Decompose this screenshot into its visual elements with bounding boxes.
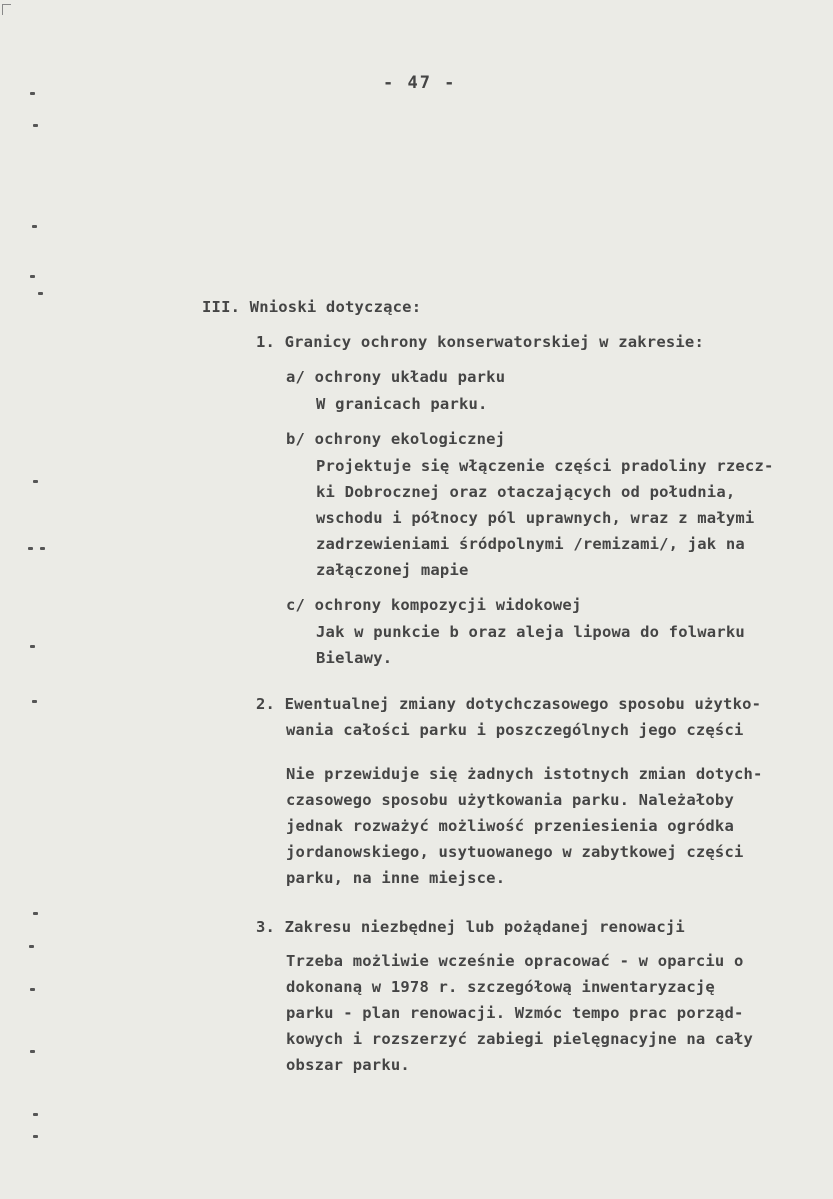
point-3-body-line: kowych i rozszerzyć zabiegi pielęgnacyjne na cały [286,1030,754,1048]
margin-mark [32,700,37,703]
point-2-body-line: parku, na inne miejsce. [286,869,506,887]
point-3-body-line: dokonaną w 1978 r. szczegółową inwentaryzację [286,978,715,996]
section-heading: III. Wnioski dotyczące: [202,298,422,316]
point-2-body-line: czasowego sposobu użytkowania parku. Należałoby [286,791,734,809]
point-3-title: 3. Zakresu niezbędnej lub pożądanej renowacji [256,918,685,936]
margin-mark [33,912,38,915]
margin-mark [33,124,38,127]
page-number: - 47 - [383,73,457,93]
margin-mark [28,547,33,550]
margin-mark [30,1050,35,1053]
subpoint-b-body-line: wschodu i północy pól uprawnych, wraz z małymi [316,509,755,527]
margin-mark [32,225,37,228]
subpoint-c-body-line: Jak w punkcie b oraz aleja lipowa do folwarku [316,623,745,641]
subpoint-b-body-line: załączonej mapie [316,561,469,579]
margin-mark [38,292,43,295]
margin-mark [30,92,35,95]
subpoint-b-title: b/ ochrony ekologicznej [286,430,506,448]
margin-mark [30,645,35,648]
margin-mark [33,480,38,483]
margin-mark [29,945,34,948]
point-3-body-line: obszar parku. [286,1056,410,1074]
subpoint-a-body: W granicach parku. [316,395,488,413]
subpoint-c-body-line: Bielawy. [316,649,393,667]
point-2-title-line: 2. Ewentualnej zmiany dotychczasowego sposobu użytko- [256,695,762,713]
margin-mark [40,547,45,550]
margin-mark [33,1113,38,1116]
point-2-body-line: jednak rozważyć możliwość przeniesienia ogródka [286,817,734,835]
subpoint-b-body-line: zadrzewieniami śródpolnymi /remizami/, jak na [316,535,745,553]
subpoint-b-body-line: ki Dobrocznej oraz otaczających od południa, [316,483,736,501]
subpoint-a-title: a/ ochrony układu parku [286,368,506,386]
point-2-body-line: jordanowskiego, usytuowanego w zabytkowej części [286,843,744,861]
subpoint-c-title: c/ ochrony kompozycji widokowej [286,596,582,614]
point-3-body-line: Trzeba możliwie wcześnie opracować - w oparciu o [286,952,744,970]
point-2-body-line: Nie przewiduje się żadnych istotnych zmian dotych- [286,765,763,783]
margin-mark [30,988,35,991]
point-2-title-line: wania całości parku i poszczególnych jego części [286,721,744,739]
scan-corner-mark [2,4,11,15]
margin-mark [30,275,35,278]
point-3-body-line: parku - plan renowacji. Wzmóc tempo prac porząd- [286,1004,744,1022]
subpoint-b-body-line: Projektuje się włączenie części pradoliny rzecz- [316,457,774,475]
margin-mark [33,1135,38,1138]
point-1-title: 1. Granicy ochrony konserwatorskiej w zakresie: [256,333,704,351]
